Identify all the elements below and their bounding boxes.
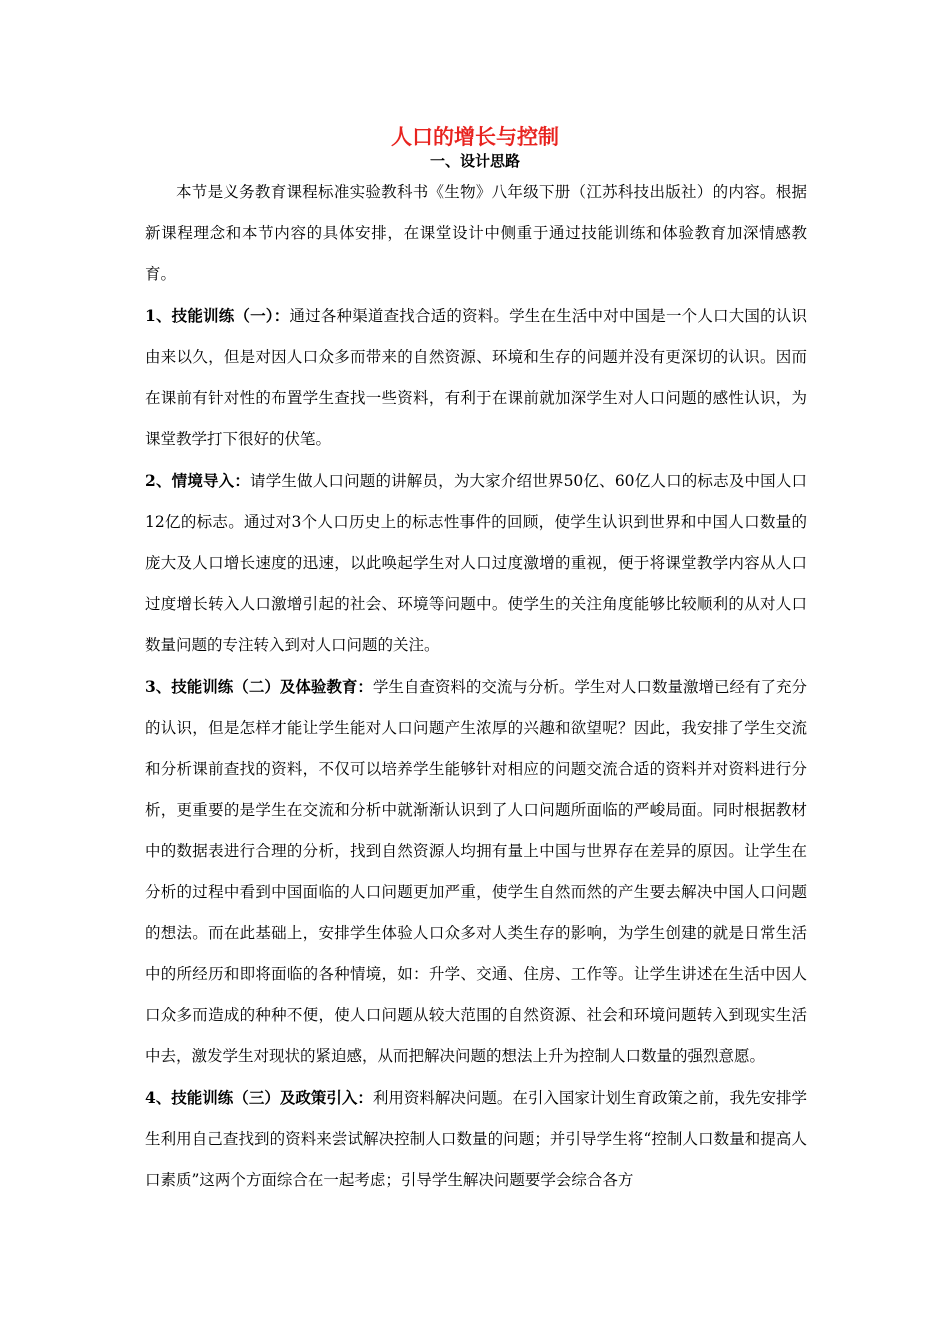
paragraph-item-1 xyxy=(145,295,807,460)
item-4-lead: 4、技能训练（三）及政策引入： xyxy=(145,1088,373,1107)
item-3-lead: 3、技能训练（二）及体验教育： xyxy=(145,677,373,696)
document-title: 人口的增长与控制 xyxy=(391,124,559,149)
paragraph-item-4 xyxy=(145,1077,807,1201)
section-heading: 一、设计思路 xyxy=(429,152,520,170)
item-4-text: 利用资料解决问题。在引入国家计划生育政策之前，我先安排学生利用自己查找到的资料来尝试解决控制人口数量的问题；并引导学生将“控制人口数量和提高人口素质”这两个方面综合在一起考虑；引导学生解决问题要学会综合各方 xyxy=(145,1089,807,1189)
item-3-text: 学生自查资料的交流与分析。学生对人口数量激增已经有了充分的认识，但是怎样才能让学生能对人口问题产生浓厚的兴趣和欲望呢？因此，我安排了学生交流和分析课前查找的资料，不仅可以培养学生能够针对相应的问题交流合适的资料并对资料进行分析，更重要的是学生在交流和分析中就渐渐认识到了人口问题所面临的严峻局面。同时根据教材中的数据表进行合理的分析，找到自然资源人均拥有量上中国与世界存在差异的原因。让学生在分析的过程中看到中国面临的人口问题更加严重，使学生自然而然的产生要去解决中国人口问题的想法。而在此基础上，安排学生体验人口众多对人类生存的影响，为学生创建的就是日常生活中的所经历和即将面临的各种情境，如：升学、交通、住房、工作等。让学生讲述在生活中因人口众多而造成的种种不便，使人口问题从较大范围的自然资源、社会和环境问题转入到现实生活中去，激发学生对现状的紧迫感，从而把解决问题的想法上升为控制人口数量的强烈意愿。 xyxy=(145,678,807,1065)
paragraph-item-2 xyxy=(145,460,807,666)
item-1-lead: 1、技能训练（一）： xyxy=(145,306,290,325)
item-1-text: 通过各种渠道查找合适的资料。学生在生活中对中国是一个人口大国的认识由来以久，但是对因人口众多而带来的自然资源、环境和生存的问题并没有更深切的认识。因而在课前有针对性的布置学生查找一些资料，有利于在课前就加深学生对人口问题的感性认识，为课堂教学打下很好的伏笔。 xyxy=(145,307,807,448)
document-body xyxy=(145,172,807,1201)
intro-paragraph: 本节是义务教育课程标准实验教科书《生物》八年级下册（江苏科技出版社）的内容。根据新课程理念和本节内容的具体安排，在课堂设计中侧重于通过技能训练和体验教育加深情感教育。 xyxy=(145,183,807,283)
paragraph-item-3 xyxy=(145,666,807,1077)
item-2-text: 请学生做人口问题的讲解员，为大家介绍世界50亿、60亿人口的标志及中国人口12亿的标志。通过对3个人口历史上的标志性事件的回顾，使学生认识到世界和中国人口数量的庞大及人口增长速度的迅速，以此唤起学生对人口过度激增的重视，便于将课堂教学内容从人口过度增长转入人口激增引起的社会、环境等问题中。使学生的关注角度能够比较顺利的从对人口数量问题的专注转入到对人口问题的关注。 xyxy=(145,472,807,654)
item-2-lead: 2、情境导入： xyxy=(145,471,251,490)
